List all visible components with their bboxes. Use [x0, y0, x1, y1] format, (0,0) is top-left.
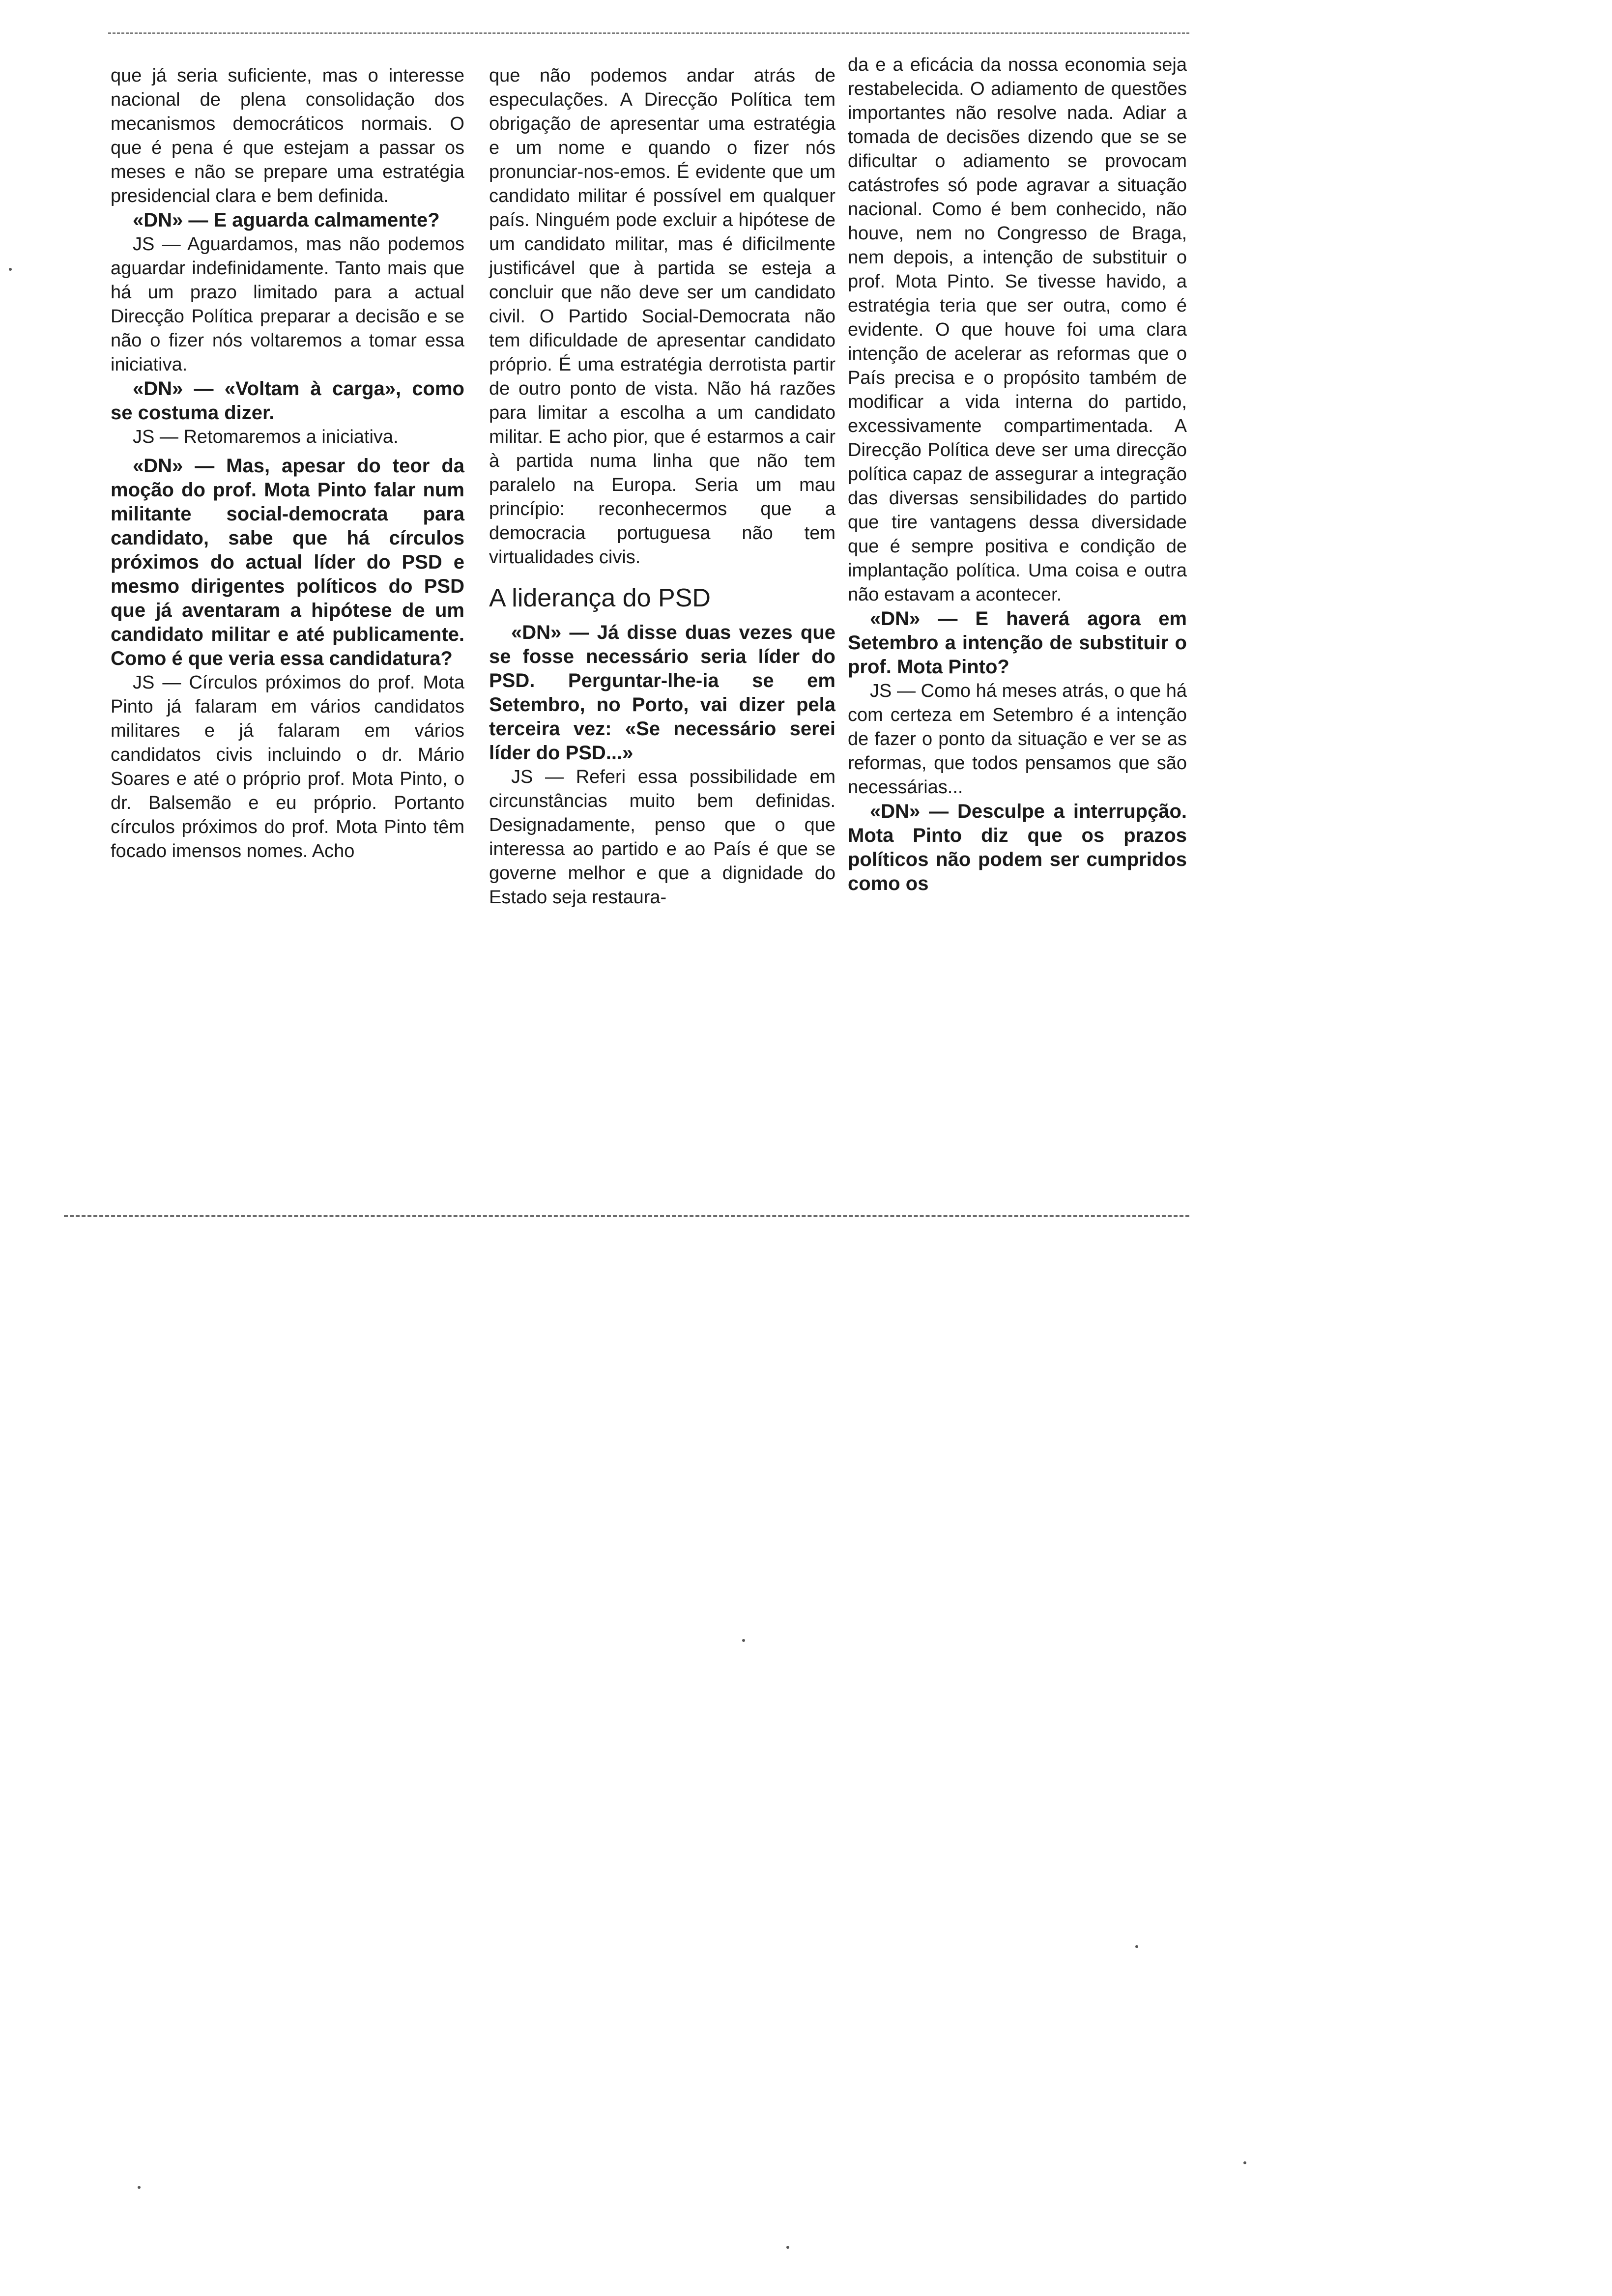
column-2	[489, 64, 835, 910]
answer-paragraph: da e a eficácia da nossa economia seja restabelecida. O adiamento de questões importantes não resolve nada. Adiar a tomada de decisões dizendo que se se dificultar o adiamento se provocam catástrofes só pode agravar a situação nacional. Como é bem conhecido, não houve, nem no Congresso de Braga, nem depois, a intenção de substituir o prof. Mota Pinto. Se tivesse havido, a estratégia teria que ser outra, como é evidente. O que houve foi uma clara intenção de acelerar as reformas que o País precisa e o propósito também de modificar a vida interna do partido, excessivamente compartimentada. A Direcção Política deve ser uma direcção política capaz de assegurar a integração das diversas sensibilidades do partido que tire vantagens dessa diversidade que é sempre positiva e condição de implantação política. Uma coisa e outra não estavam a acontecer.	[848, 55, 1187, 605]
answer-paragraph: JS — Retomaremos a iniciativa.	[133, 427, 399, 447]
answer-paragraph: JS — Como há meses atrás, o que há com certeza em Setembro é a intenção de fazer o ponto da situação e ver se as reformas, que todos pensamos que são necessárias...	[848, 681, 1187, 798]
question-paragraph: «DN» — Já disse duas vezes que se fosse necessário seria líder do PSD. Perguntar-lhe-ia se em Setembro, no Porto, vai dizer pela terceira vez: «Se necessário serei líder do PSD...»	[489, 622, 835, 764]
scan-speck	[1243, 2161, 1246, 2164]
scan-speck	[742, 1639, 745, 1642]
scan-speck	[786, 2246, 789, 2249]
answer-paragraph: que não podemos andar atrás de especulações. A Direcção Política tem obrigação de apresentar uma estratégia e um nome e quando o fizer nós pronunciar-nos-emos. É evidente que um candidato militar é possível em qualquer país. Ninguém pode excluir a hipótese de um candidato militar, mas é dificilmente justificável que à partida se esteja a concluir que não deve ser um candidato civil. O Partido Social-Democrata não tem dificuldade de apresentar candidato próprio. É uma estratégia derrotista partir de outro ponto de vista. Não há razões para limitar a escolha a um candidato militar. E acho pior, que é estarmos a cair à partida numa linha que não tem paralelo na Europa. Seria um mau princípio: reconhecermos que a democracia portuguesa não tem virtualidades civis.	[489, 65, 835, 568]
question-paragraph: «DN» — «Voltam à carga», como se costuma dizer.	[111, 378, 464, 424]
column-1	[111, 64, 464, 863]
question-paragraph: «DN» — Mas, apesar do teor da moção do prof. Mota Pinto falar num militante social-democrata para candidato, sabe que há círculos próximos do actual líder do PSD e mesmo dirigentes políticos do PSD que já aventaram a hipótese de um candidato militar e até publicamente. Como é que veria essa candidatura?	[111, 455, 464, 669]
top-edge-rule	[108, 32, 1189, 34]
answer-paragraph: JS — Referi essa possibilidade em circunstâncias muito bem definidas. Designadamente, penso que o que interessa ao partido e ao País é que se governe melhor e que a dignidade do Estado seja restaura-	[489, 767, 835, 908]
answer-paragraph: JS — Círculos próximos do prof. Mota Pinto já falaram em vários candidatos militares e já falaram em vários candidatos civis incluindo o dr. Mário Soares e até o próprio prof. Mota Pinto, o dr. Balsemão e eu próprio. Portanto círculos próximos do prof. Mota Pinto têm focado imensos nomes. Acho	[111, 672, 464, 861]
question-paragraph: «DN» — E aguarda calmamente?	[133, 209, 440, 231]
answer-paragraph: que já seria suficiente, mas o interesse nacional de plena consolidação dos mecanismos democráticos normais. O que é pena é que estejam a passar os meses e não se prepare uma estratégia presidencial clara e bem definida.	[111, 65, 464, 206]
column-3	[848, 53, 1187, 896]
bottom-edge-rule	[64, 1215, 1189, 1217]
scan-speck	[138, 2186, 141, 2189]
scan-speck	[9, 268, 12, 271]
question-paragraph: «DN» — Desculpe a interrupção. Mota Pinto diz que os prazos políticos não podem ser cumpridos como os	[848, 801, 1187, 894]
scan-speck	[1135, 1945, 1138, 1948]
question-paragraph: «DN» — E haverá agora em Setembro a intenção de substituir o prof. Mota Pinto?	[848, 608, 1187, 678]
section-heading: A liderança do PSD	[489, 584, 711, 612]
answer-paragraph: JS — Aguardamos, mas não podemos aguardar indefinidamente. Tanto mais que há um prazo limitado para a actual Direcção Política preparar a decisão e se não o fizer nós voltaremos a tomar essa iniciativa.	[111, 234, 464, 375]
